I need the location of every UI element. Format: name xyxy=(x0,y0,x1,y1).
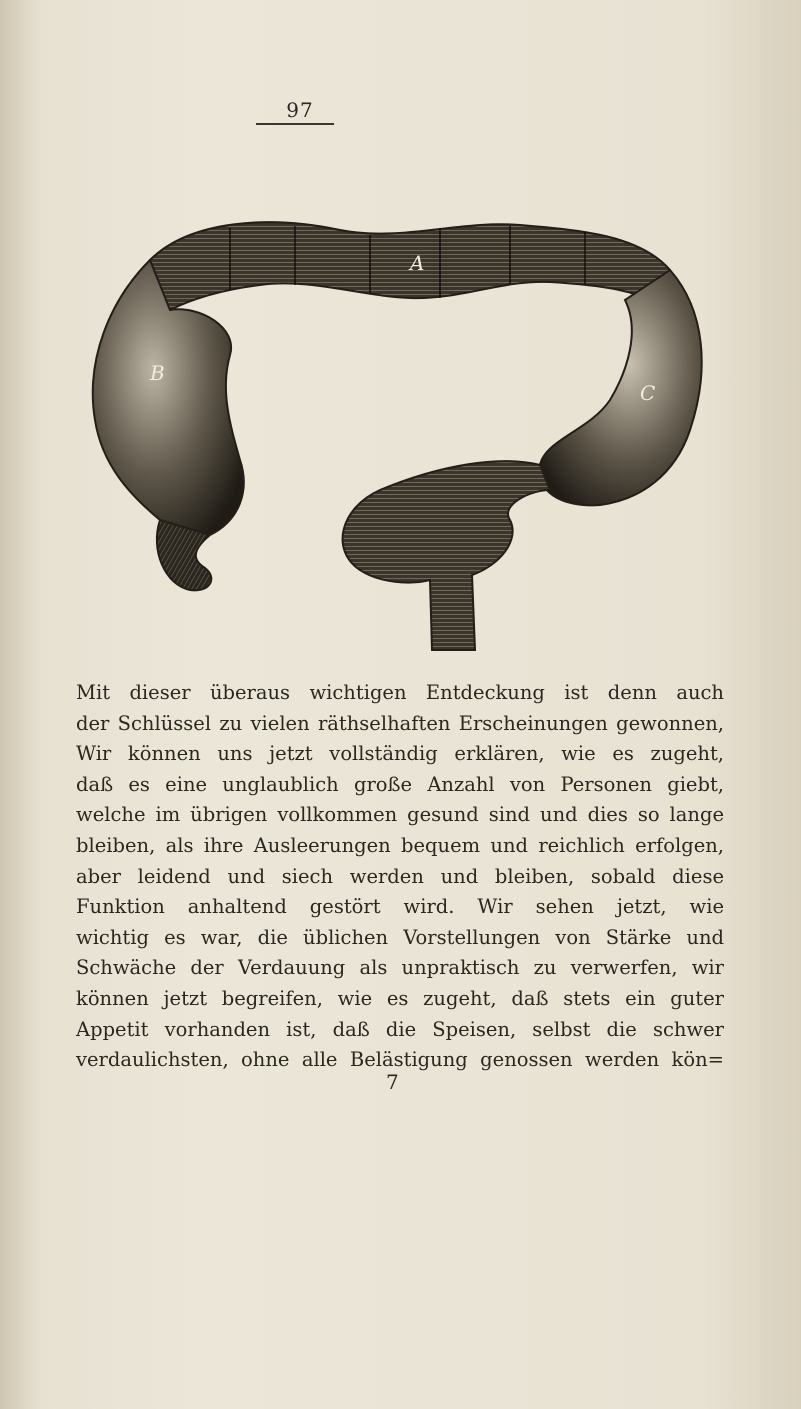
colon-illustration xyxy=(80,190,720,660)
text-line: Schwäche der Verdauung als unpraktisch zu verwerfen, wir xyxy=(76,956,724,980)
text-line: Wir können uns jetzt vollständig erklären, wie es zugeht, xyxy=(76,742,724,766)
text-line: Funktion anhaltend gestört wird. Wir sehen jetzt, wie xyxy=(76,895,724,919)
text-line: aber leidend und siech werden und bleiben, sobald diese xyxy=(76,864,724,888)
text-line: können jetzt begreifen, wie es zugeht, daß stets ein guter xyxy=(76,986,724,1010)
text-line: bleiben, als ihre Ausleerungen bequem und reichlich erfolgen, xyxy=(76,833,724,857)
text-line: Mit dieser überaus wichtigen Entdeckung ist denn auch xyxy=(76,681,724,704)
figure-label-a: A xyxy=(410,251,425,275)
body-text xyxy=(76,678,724,1076)
text-line: der Schlüssel zu vielen räthselhaften Erscheinungen gewonnen, xyxy=(76,711,724,735)
page-number-rule xyxy=(256,123,334,125)
figure-label-c: C xyxy=(640,381,656,405)
sigmoid-rectum xyxy=(343,461,550,650)
text-line: welche im übrigen vollkommen gesund sind und dies so lange xyxy=(76,803,724,827)
figure-label-b: B xyxy=(150,361,165,385)
signature-mark: 7 xyxy=(386,1070,399,1094)
text-line: Appetit vorhanden ist, daß die Speisen, selbst die schwer xyxy=(76,1017,724,1041)
text-line: wichtig es war, die üblichen Vorstellungen von Stärke und xyxy=(76,925,724,949)
text-line: verdaulichsten, ohne alle Belästigung genossen werden kön= xyxy=(76,1048,724,1072)
descending-colon xyxy=(539,270,701,505)
colon-engraving xyxy=(80,190,720,660)
text-line: daß es eine unglaublich große Anzahl von Personen giebt, xyxy=(76,772,724,796)
page-number: 97 xyxy=(286,98,314,122)
